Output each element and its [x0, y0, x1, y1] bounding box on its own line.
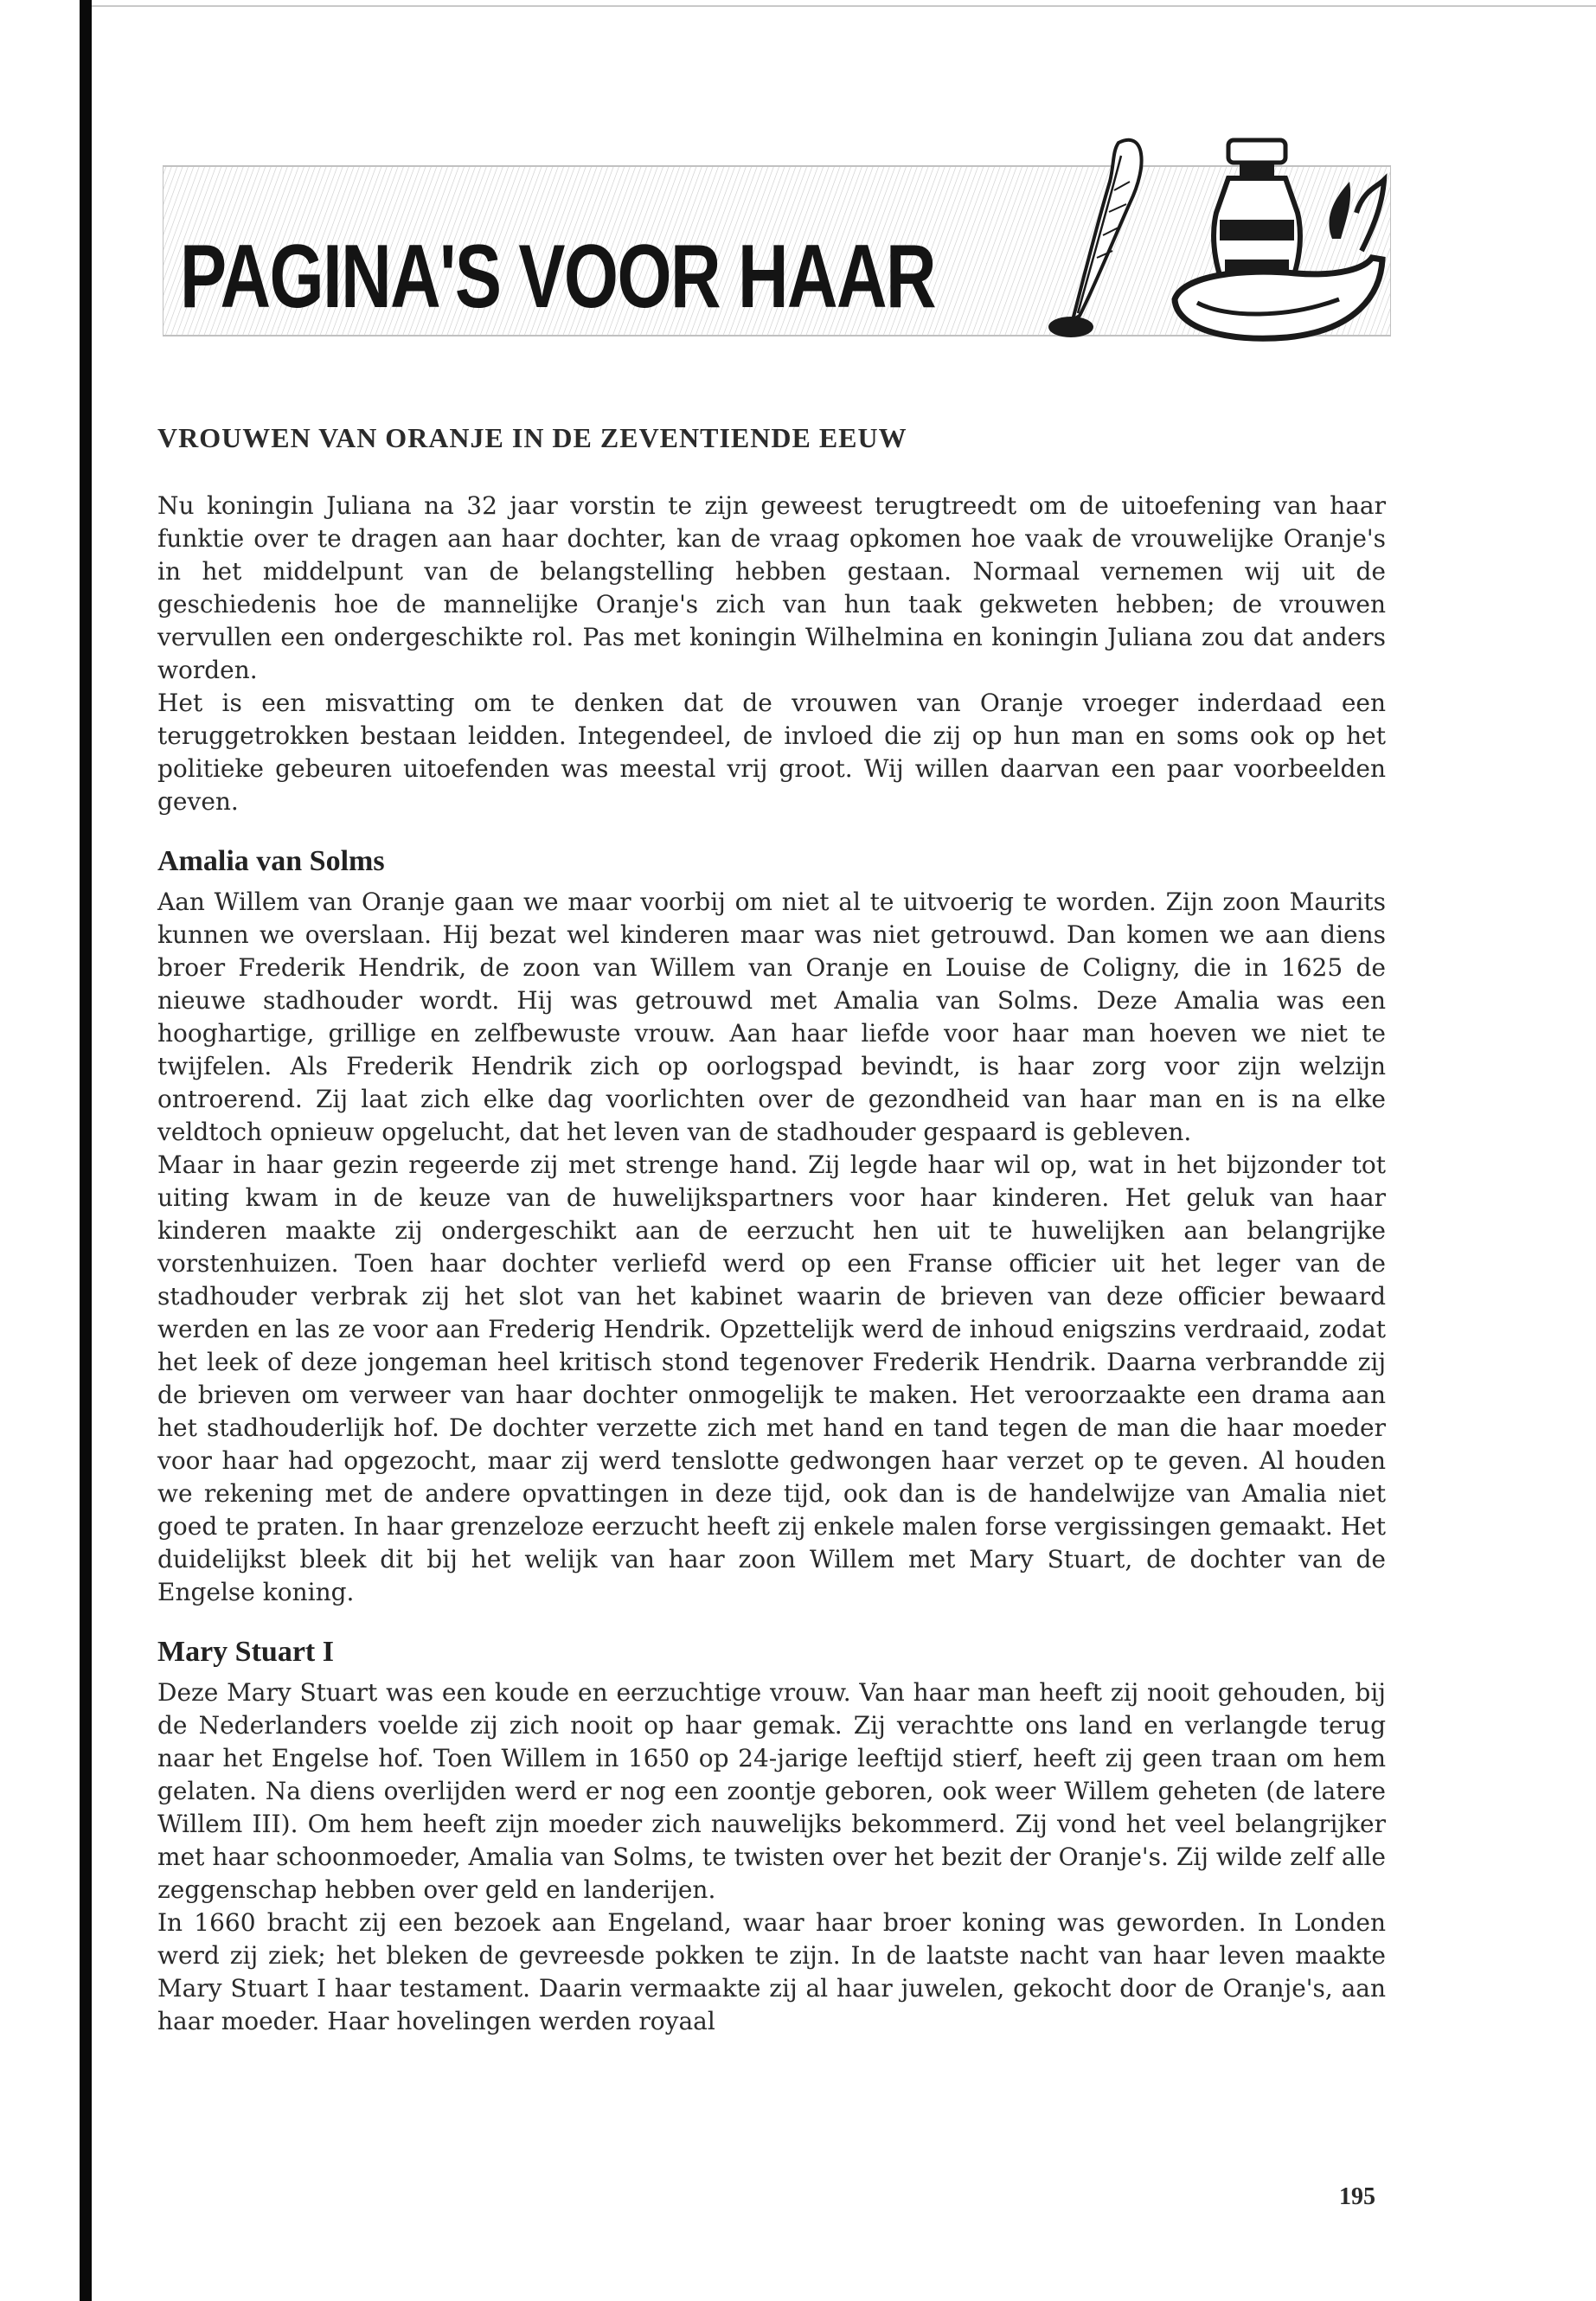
- body-paragraph: Aan Willem van Oranje gaan we maar voorbij om niet al te uitvoerig te worden. Zijn zoon Maurits kunnen we overslaan. Hij bezat wel kinderen maar was niet getrouwd. Dan komen we aan diens broer Frederik Hendrik, de zoon van Willem van Oranje en Louise de Coligny, die in 1625 de nieuwe stadhouder wordt. Hij was getrouwd met Amalia van Solms. Deze Amalia was een hooghartige, grillige en zelfbewuste vrouw. Aan haar liefde voor haar man hoeven we niet te twijfelen. Als Frederik Hendrik zich op oorlogspad bevindt, is haar zorg voor zijn welzijn ontroerend. Zij laat zich elke dag voorlichten over de gezondheid van haar man en is na elke veldtoch opnieuw opgelucht, dat het leven van de stadhouder gespaard is gebleven.: [157, 888, 1386, 1146]
- scan-page-edge: [80, 0, 92, 2301]
- banner-title: PAGINA'S VOOR HAAR: [180, 227, 936, 327]
- section-heading-mary-stuart: Mary Stuart I: [157, 1636, 334, 1668]
- article: [157, 413, 1386, 2038]
- body-paragraph: In 1660 bracht zij een bezoek aan Engeland, waar haar broer koning was geworden. In Londen werd zij ziek; het bleken de gevreesde pokken te zijn. In de laatste nacht van haar leven maakte Mary Stuart I haar testament. Daarin vermaakte zij al haar juwelen, gekocht door de Oranje's, aan haar moeder. Haar hovelingen werden royaal: [157, 1908, 1386, 2035]
- page-number: 195: [1339, 2183, 1375, 2210]
- body-paragraph: Deze Mary Stuart was een koude en eerzuchtige vrouw. Van haar man heeft zij nooit gehouden, bij de Nederlanders voelde zij zich nooit op haar gemak. Zij verachtte ons land en verlangde terug naar het Engelse hof. Toen Willem in 1650 op 24-jarige leeftijd stierf, heeft zij geen traan om hem gelaten. Na diens overlijden werd er nog een zoontje geboren, ook weer Willem geheten (de latere Willem III). Om hem heeft zijn moeder zich nauwelijks bekommerd. Zij vond het veel belangrijker met haar schoonmoeder, Amalia van Solms, te twisten over het bezit der Oranje's. Zij wilde zelf alle zeggenschap hebben over geld en landerijen.: [157, 1678, 1386, 1904]
- scan-top-rule: [92, 5, 1596, 7]
- column-banner: [163, 130, 1391, 362]
- section-heading-amalia-van-solms: Amalia van Solms: [157, 845, 385, 877]
- inkwell-icon: [1214, 140, 1300, 291]
- intro-paragraph: Het is een misvatting om te denken dat de vrouwen van Oranje vroeger inderdaad een teruggetrokken bestaan leidden. Integendeel, de invloed die zij op hun man en soms ook op het politieke gebeuren uitoefenden was meestal vrij groot. Wij willen daarvan een paar voorbeelden geven.: [157, 689, 1386, 816]
- article-heading: VROUWEN VAN ORANJE IN DE ZEVENTIENDE EEUW: [157, 422, 907, 453]
- intro-paragraph: Nu koningin Juliana na 32 jaar vorstin te zijn geweest terugtreedt om de uitoefening van haar funktie over te dragen aan haar dochter, kan de vraag opkomen hoe vaak de vrouwelijke Oranje's in het middelpunt van de belangstelling hebben gestaan. Normaal vernemen wij uit de geschiedenis hoe de mannelijke Oranje's zich van hun taak gekweten hebben; de vrouwen vervullen een ondergeschikte rol. Pas met koningin Wilhelmina en koningin Juliana zou dat anders worden.: [157, 491, 1386, 684]
- body-paragraph: Maar in haar gezin regeerde zij met strenge hand. Zij legde haar wil op, wat in het bijzonder tot uiting kwam in de keuze van de huwelijkspartners voor haar kinderen. Het geluk van haar kinderen maakte zij ondergeschikt aan de eerzucht hen uit te huwelijken aan belangrijke vorstenhuizen. Toen haar dochter verliefd werd op een Franse officier uit het leger van de stadhouder verbrak zij het slot van het kabinet waarin de brieven van deze officier bewaard werden en las ze voor aan Frederig Hendrik. Opzettelijk werd de inhoud enigszins verdraaid, zodat het leek of deze jongeman heel kritisch stond tegenover Frederik Hendrik. Daarna verbrandde zij de brieven om verweer van haar dochter onmogelijk te maken. Het veroorzaakte een drama aan het stadhouderlijk hof. De dochter verzette zich met hand en tand tegen de man die haar moeder voor haar had opgezocht, maar zij werd tenslotte gedwongen haar verzet op te geven. Al houden we rekening met de andere opvattingen in deze tijd, ook dan is de handelwijze van Amalia niet goed te praten. In haar grenzeloze eerzucht heeft zij enkele malen forse vergissingen gemaakt. Het duidelijkst bleek dit bij het welijk van haar zoon Willem met Mary Stuart, de dochter van de Engelse koning.: [157, 1150, 1386, 1606]
